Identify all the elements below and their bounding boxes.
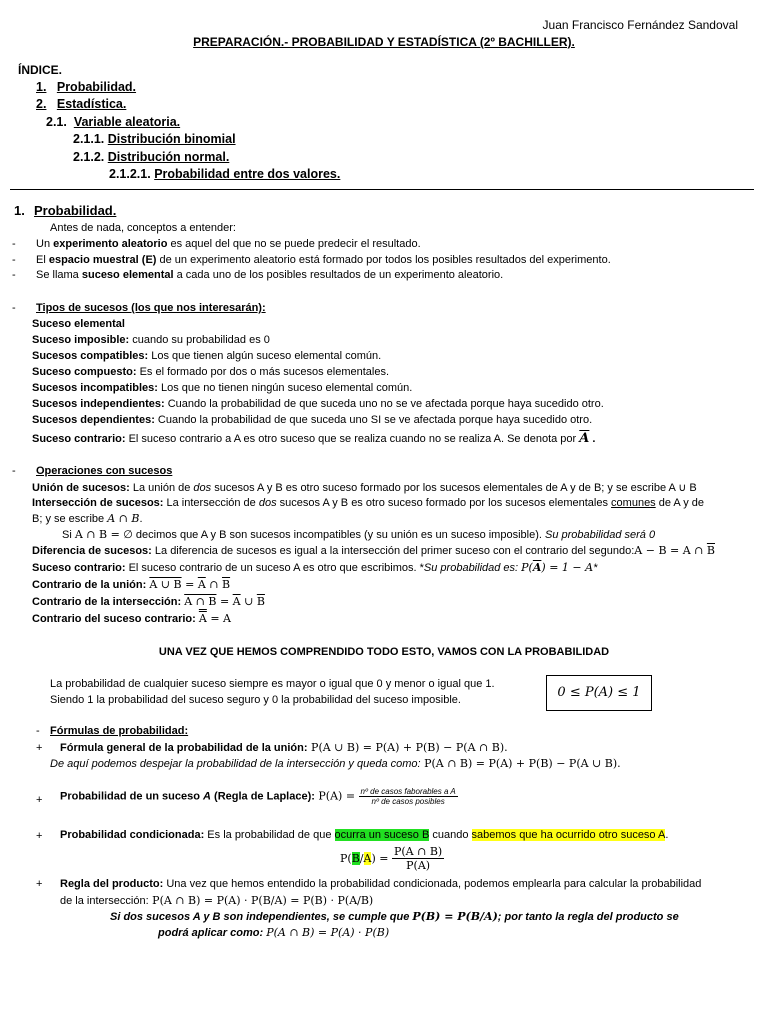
- toc-item-distribucion-normal[interactable]: [73, 150, 229, 164]
- formula-union-note: [50, 757, 621, 770]
- toc-label: Probabilidad entre dos valores.: [154, 167, 341, 181]
- formula-term: Probabilidad condicionada:: [60, 829, 205, 841]
- op-text: de A y de: [655, 497, 705, 509]
- tipo-item: [32, 382, 412, 394]
- math-expr: ∩: [205, 578, 222, 591]
- formula-text: Si dos sucesos A y B son independientes, se cumple que: [110, 911, 413, 923]
- bullet-dash: -: [12, 269, 16, 281]
- bullet-term: espacio muestral (E): [48, 254, 157, 266]
- math-expr: P(B) = P(B/A): [412, 910, 498, 923]
- index-title: ÍNDICE.: [18, 63, 63, 77]
- math-expr: $\overline{A}$: [232, 595, 241, 608]
- highlight-green: ocurra un suceso B: [334, 829, 430, 841]
- bullet-dash: -: [12, 465, 16, 477]
- op-term: Contrario del suceso contrario:: [32, 613, 199, 625]
- math-expr: $\overline{B}$: [706, 544, 715, 557]
- math-expr: $\overline{B}$: [256, 595, 265, 608]
- math-expr: A: [198, 612, 207, 625]
- math-expr: A ∩ B: [107, 512, 140, 525]
- op-text: sucesos A y B es otro suceso formado por los sucesos elementales: [276, 497, 612, 509]
- author-name: Juan Francisco Fernández Sandoval: [542, 18, 738, 32]
- op-text: .: [139, 513, 143, 525]
- op-term: Unión de sucesos:: [32, 482, 130, 494]
- math-expr: $\overline{A}$: [532, 561, 542, 574]
- formulas-heading: Fórmulas de probabilidad:: [50, 725, 189, 737]
- formula-condicionada: [60, 829, 668, 841]
- fraction-denominator: nº de casos posibles: [371, 797, 445, 806]
- bullet-term: experimento aleatorio: [53, 238, 168, 250]
- op-term: Intersección de sucesos:: [32, 497, 164, 509]
- toc-num: 2.: [36, 97, 47, 111]
- tipo-item: [32, 350, 381, 362]
- section-heading: [14, 203, 116, 218]
- math-expr: $\overline{B}$: [221, 578, 231, 591]
- math-expr: /: [359, 852, 364, 865]
- math-expr: P(: [521, 561, 533, 574]
- op-incompatibles: [62, 528, 655, 541]
- math-expr: ) = 1 − A: [541, 561, 594, 574]
- math-expr: =: [216, 595, 233, 608]
- tipo-def: Los que tienen algún suceso elemental común.: [148, 350, 382, 362]
- formula-independientes: [110, 910, 679, 923]
- formula-term: A: [203, 790, 211, 803]
- op-italic: dos: [193, 482, 212, 494]
- bullet-dash: -: [36, 725, 40, 737]
- math-expr: A ∩ B: [184, 595, 217, 608]
- tipo-term: Suceso contrario:: [32, 433, 126, 445]
- op-text: decimos que A y B son sucesos incompatibles (y su unión es un suceso imposible).: [132, 529, 545, 541]
- tipo-def: Cuando la probabilidad de que suceda uno SI se ve afectada porque haya sucedido otro.: [154, 414, 593, 426]
- probability-heading: UNA VEZ QUE HEMOS COMPRENDIDO TODO ESTO, VAMOS CON LA PROBABILIDAD: [158, 646, 610, 658]
- formula-box: [546, 675, 652, 711]
- toc-num: 2.1.1.: [73, 132, 105, 146]
- math-expr: P(: [340, 852, 352, 865]
- formula-text: Es la probabilidad de que: [204, 829, 335, 841]
- toc-label: Distribución binomial: [107, 132, 236, 146]
- intro-text: Antes de nada, conceptos a entender:: [50, 222, 236, 234]
- toc-num: 2.1.2.: [73, 150, 105, 164]
- fraction-numerator: P(A ∩ B): [393, 845, 443, 858]
- plus-bullet: +: [36, 742, 43, 754]
- formula-text: ; por tanto la regla del producto se: [497, 911, 679, 923]
- op-text: Si: [62, 529, 75, 541]
- bullet-dash: -: [12, 238, 16, 250]
- tipo-def: El suceso contrario a A es otro suceso que se realiza cuando no se realiza A. Se denota por: [125, 433, 580, 445]
- op-underline: comunes: [611, 497, 656, 509]
- probability-range-text-2: Siendo 1 la probabilidad del suceso seguro y 0 la probabilidad del suceso imposible.: [50, 694, 461, 706]
- bullet-text: Se llama: [36, 269, 82, 281]
- formula-independientes-line2: [158, 926, 389, 939]
- math-expr: P(A ∩ B) = P(A) + P(B) − P(A ∪ B).: [420, 757, 621, 770]
- formula-text: .: [665, 829, 669, 841]
- op-contrario-union: [32, 578, 230, 591]
- math-expr: = A: [206, 612, 231, 625]
- plus-bullet: +: [36, 794, 43, 806]
- math-expr: P(A ∩ B) = P(A) · P(B): [266, 926, 390, 939]
- formula-term: Regla del producto:: [60, 878, 164, 890]
- tipo-item: [32, 398, 604, 410]
- tipo-item: [32, 318, 125, 330]
- op-text: La intersección de: [163, 497, 259, 509]
- math-expr: ∪: [240, 595, 257, 608]
- plus-bullet: +: [36, 878, 43, 890]
- tipo-item-contrario: [32, 431, 595, 446]
- formula-term: Probabilidad de un suceso: [60, 790, 204, 803]
- math-expr: $\overline{A}$: [197, 578, 206, 591]
- bullet-espacio-muestral: [36, 254, 611, 266]
- bullet-text: El: [36, 254, 49, 266]
- op-italic: dos: [258, 497, 277, 509]
- plus-bullet: +: [36, 830, 43, 842]
- toc-label: Distribución normal.: [107, 150, 230, 164]
- math-expr: =: [181, 578, 198, 591]
- formula-laplace: [60, 787, 458, 806]
- tipo-def: Es el formado por dos o más sucesos elementales.: [136, 366, 390, 378]
- bullet-text: de un experimento aleatorio está formado por todos los posibles resultados del experimento.: [156, 254, 611, 266]
- op-interseccion: [32, 497, 704, 509]
- math-expr: A ∩ B = ∅: [74, 528, 133, 541]
- tipo-term: Suceso elemental: [32, 318, 125, 330]
- toc-item-distribucion-binomial[interactable]: [73, 132, 236, 146]
- op-diferencia: [32, 544, 715, 557]
- tipos-heading: Tipos de sucesos (los que nos interesarán):: [36, 302, 266, 314]
- tipo-def: cuando su probabilidad es 0: [129, 334, 270, 346]
- toc-num: 1.: [36, 80, 47, 94]
- bullet-text: a cada uno de los posibles resultados de un experimento aleatorio.: [173, 269, 504, 281]
- tipo-term: Sucesos dependientes:: [32, 414, 155, 426]
- op-suceso-contrario: [32, 561, 597, 574]
- op-text: B; y se escribe: [32, 513, 108, 525]
- toc-item-probabilidad[interactable]: [36, 80, 136, 94]
- op-text: *: [593, 562, 598, 574]
- math-expr: P(A) =: [314, 789, 359, 803]
- toc-label: Probabilidad.: [56, 80, 137, 94]
- formula-note: De aquí podemos despejar la probabilidad de la intersección y queda como:: [50, 758, 421, 770]
- op-italic: Su probabilidad será 0: [544, 529, 656, 541]
- op-text: La diferencia de sucesos es igual a la intersección del primer suceso con el contrario del segundo:: [151, 545, 635, 557]
- op-contrario-contrario: [32, 612, 231, 625]
- bullet-text: Un: [36, 238, 54, 250]
- formula-condicionada-expr: [340, 845, 444, 872]
- fraction-numerator: nº de casos faborables a A: [360, 787, 456, 796]
- toc-label: Variable aleatoria.: [73, 115, 181, 129]
- formula-text: de la intersección:: [60, 895, 149, 907]
- math-expr-highlight-yellow: A: [363, 852, 372, 865]
- math-symbol: $\overline{A}$: [579, 431, 590, 446]
- math-expr-highlight-green: B: [351, 852, 360, 865]
- op-union: [32, 481, 697, 494]
- toc-num: 2.1.: [46, 115, 67, 129]
- formula-box-text: 0 ≤ P(A) ≤ 1: [557, 685, 641, 700]
- op-contrario-interseccion: [32, 595, 265, 608]
- conditional-fraction: [392, 845, 444, 872]
- op-italic: Su probabilidad es:: [423, 562, 522, 574]
- highlight-yellow: sabemos que ha ocurrido otro suceso A: [471, 829, 666, 841]
- formula-term: Fórmula general de la probabilidad de la unión:: [60, 742, 308, 754]
- formula-text: cuando: [429, 829, 472, 841]
- op-term: Contrario de la intersección:: [32, 596, 185, 608]
- laplace-fraction: [359, 787, 458, 806]
- op-text: El suceso contrario de un suceso A es otro que escribimos. *: [125, 562, 424, 574]
- op-text: La unión de: [129, 482, 194, 494]
- tipo-def-end: .: [589, 433, 596, 445]
- tipo-term: Sucesos independientes:: [32, 398, 165, 410]
- math-expr: P(A ∩ B) = P(A) · P(B/A) = P(B) · P(A/B): [148, 894, 374, 907]
- toc-item-probabilidad-entre-valores[interactable]: [109, 167, 340, 181]
- section-number: 1.: [14, 203, 25, 218]
- tipo-def: Los que no tienen ningún suceso elemental común.: [157, 382, 413, 394]
- toc-label: Estadística.: [56, 97, 127, 111]
- formula-text: Una vez que hemos entendido la probabilidad condicionada, podemos emplearla para calcular la probabilidad: [163, 878, 702, 890]
- tipo-item: [32, 366, 389, 378]
- bullet-text: es aquel del que no se puede predecir el resultado.: [167, 238, 421, 250]
- fraction-denominator: P(A): [406, 859, 431, 872]
- formula-producto: [60, 878, 701, 890]
- formula-producto-line2: [60, 894, 373, 907]
- bullet-suceso-elemental: [36, 269, 503, 281]
- tipo-term: Sucesos compatibles:: [32, 350, 149, 362]
- tipo-term: Sucesos incompatibles:: [32, 382, 158, 394]
- formula-term: (Regla de Laplace):: [210, 790, 315, 803]
- op-text: sucesos A y B es otro suceso formado por los sucesos elementales de A y de B; y se escribe A ∪ B: [211, 482, 697, 494]
- probability-range-text: La probabilidad de cualquier suceso siempre es mayor o igual que 0 y menor o igual que 1.: [50, 678, 495, 690]
- formula-union: [60, 741, 508, 754]
- section-title: Probabilidad.: [34, 203, 117, 218]
- math-expr: ) =: [371, 852, 392, 865]
- bullet-experimento: [36, 238, 421, 250]
- math-expr: A − B = A ∩: [634, 544, 707, 557]
- toc-item-estadistica[interactable]: [36, 97, 126, 111]
- op-term: Diferencia de sucesos:: [32, 545, 152, 557]
- op-term: Suceso contrario:: [32, 562, 126, 574]
- bullet-dash: -: [12, 254, 16, 266]
- tipo-term: Suceso imposible:: [32, 334, 130, 346]
- toc-item-variable-aleatoria[interactable]: [46, 115, 180, 129]
- bullet-term: suceso elemental: [81, 269, 174, 281]
- tipo-def: Cuando la probabilidad de que suceda uno no se ve afectada porque haya sucedido otro.: [164, 398, 604, 410]
- tipo-term: Suceso compuesto:: [32, 366, 137, 378]
- formula-text: podrá aplicar como:: [158, 927, 267, 939]
- tipo-item: [32, 414, 592, 426]
- math-expr: A ∪ B: [149, 578, 182, 591]
- bullet-dash: -: [12, 302, 16, 314]
- section-divider: [10, 189, 754, 190]
- tipo-item: [32, 334, 270, 346]
- op-interseccion-line2: [32, 512, 143, 525]
- toc-num: 2.1.2.1.: [109, 167, 151, 181]
- op-term: Contrario de la unión:: [32, 579, 150, 591]
- operaciones-heading: Operaciones con sucesos: [36, 465, 173, 477]
- math-expr: P(A ∪ B) = P(A) + P(B) − P(A ∩ B).: [307, 741, 508, 754]
- document-title: PREPARACIÓN.- PROBABILIDAD Y ESTADÍSTICA (2º BACHILLER).: [193, 35, 575, 49]
